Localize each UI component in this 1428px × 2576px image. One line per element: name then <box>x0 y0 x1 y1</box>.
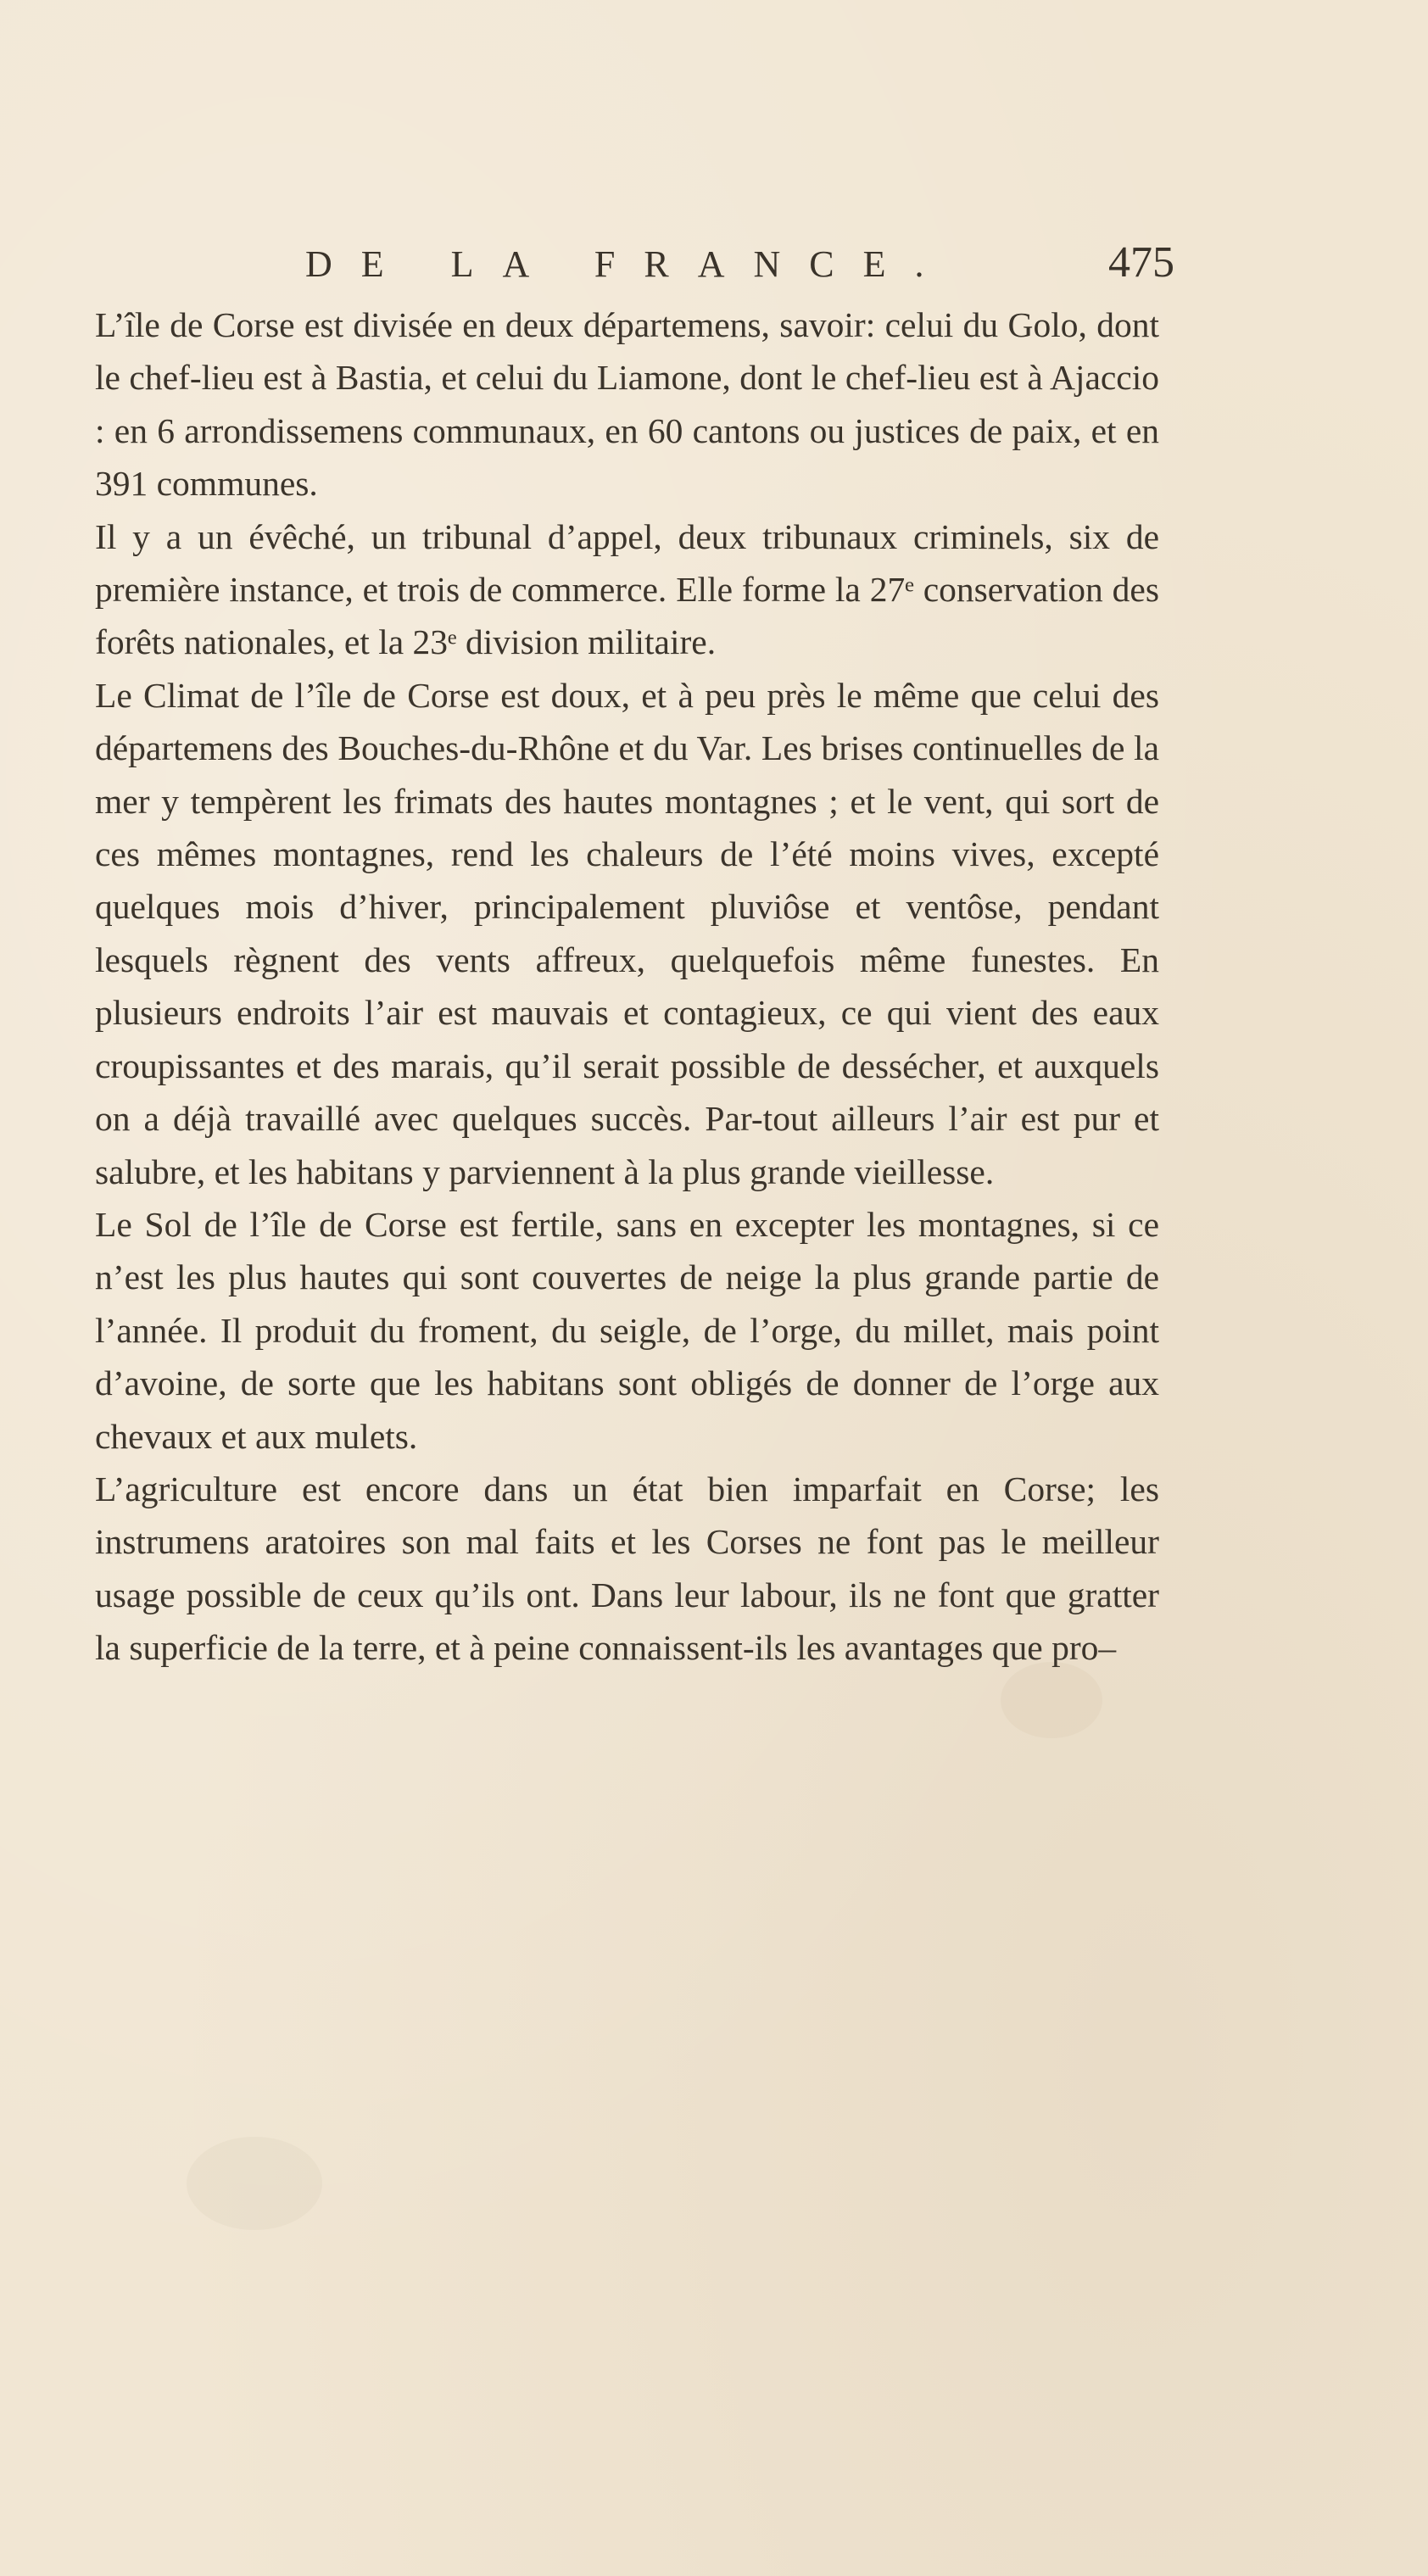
paragraph-agriculture: L’agriculture est encore dans un état bien imparfait en Corse; les instrumens aratoires son mal faits et les Corses ne font pas le meilleur usage possible de ceux qu’ils ont. Dans leur labour, ils ne font que gratter la superficie de la terre, et à peine connaissent-ils les avantages que pro– <box>95 1469 1159 1668</box>
paragraph-institutions: Il y a un évêché, un tribunal d’appel, deux tribunaux criminels, six de première instance, et trois de commerce. Elle forme la 27ᵉ conservation des forêts nationales, et la 23ᵉ division militaire. <box>95 516 1159 662</box>
paper-stain <box>187 2137 322 2230</box>
body-text <box>95 298 1159 1675</box>
running-title: DE LA FRANCE. <box>305 243 953 285</box>
running-head <box>305 238 1174 293</box>
page-number: 475 <box>1108 238 1174 287</box>
paragraph-departments: L’île de Corse est divisée en deux départemens, savoir: celui du Golo, dont le chef-lieu est à Bastia, et celui du Liamone, dont le chef-lieu est à Ajaccio : en 6 arrondissemens communaux, en 60 cantons ou justices de paix, et en 391 communes. <box>95 305 1159 504</box>
paragraph-soil: Le Sol de l’île de Corse est fertile, sans en excepter les montagnes, si ce n’est les plus hautes qui sont couvertes de neige la plus grande partie de l’année. Il produit du froment, du seigle, de l’orge, du millet, mais point d’avoine, de sorte que les habitans sont obligés de donner de l’orge aux chevaux et aux mulets. <box>95 1204 1159 1456</box>
paragraph-climate: Le Climat de l’île de Corse est doux, et à peu près le même que celui des départemens des Bouches-du-Rhône et du Var. Les brises continuelles de la mer y tempèrent les frimats des hautes montagnes ; et le vent, qui sort de ces mêmes montagnes, rend les chaleurs de l’été moins vives, excepté quelques mois d’hiver, principalement pluviôse et ventôse, pendant lesquels règnent des vents affreux, quelquefois même funestes. En plusieurs endroits l’air est mauvais et contagieux, ce qui vient des eaux croupissantes et des marais, qu’il serait possible de dessécher, et auxquels on a déjà travaillé avec quelques succès. Par-tout ailleurs l’air est pur et salubre, et les habitans y parviennent à la plus grande vieillesse. <box>95 675 1159 1191</box>
